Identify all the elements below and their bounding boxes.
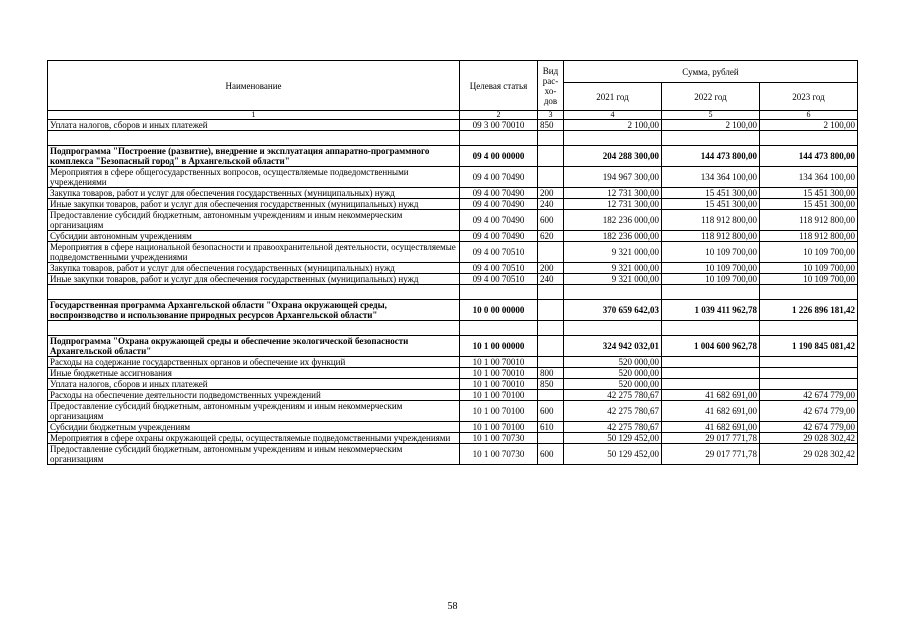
cell-expense-type	[538, 300, 564, 321]
table-row	[48, 120, 858, 131]
cell-sum-2022: 1 039 411 962,78	[662, 300, 760, 321]
table-body	[48, 120, 858, 465]
cell-sum-2023	[760, 368, 858, 379]
cell-sum-2022: 2 100,00	[662, 120, 760, 131]
cell-target-article: 09 4 00 70490	[460, 199, 538, 210]
cell-sum-2021: 50 129 452,00	[564, 433, 662, 444]
cell-sum-2023: 1 190 845 081,42	[760, 336, 858, 357]
header-year-2021: 2021 год	[564, 83, 662, 111]
table-row	[48, 433, 858, 444]
table-row	[48, 263, 858, 274]
cell-target-article: 10 1 00 70730	[460, 444, 538, 465]
cell-name: Государственная программа Архангельской области "Охрана окружающей среды, воспроизводство и использование природных ресурсов Архангельской области"	[48, 300, 460, 321]
table-row	[48, 188, 858, 199]
cell-sum-2021: 182 236 000,00	[564, 210, 662, 231]
empty-cell	[760, 285, 858, 300]
empty-cell	[460, 131, 538, 146]
cell-target-article: 10 1 00 70010	[460, 379, 538, 390]
cell-expense-type	[538, 167, 564, 188]
cell-sum-2023: 42 674 779,00	[760, 401, 858, 422]
cell-name: Иные закупки товаров, работ и услуг для обеспечения государственных (муниципальных) нужд	[48, 199, 460, 210]
header-sum: Сумма, рублей	[564, 61, 858, 83]
cell-sum-2023: 118 912 800,00	[760, 231, 858, 242]
column-number: 5	[662, 111, 760, 120]
cell-expense-type: 600	[538, 401, 564, 422]
cell-sum-2023: 29 028 302,42	[760, 433, 858, 444]
cell-target-article: 09 4 00 70510	[460, 263, 538, 274]
column-numbers-row	[48, 111, 858, 120]
cell-target-article: 09 4 00 70490	[460, 188, 538, 199]
empty-cell	[662, 285, 760, 300]
cell-sum-2021: 324 942 032,01	[564, 336, 662, 357]
cell-sum-2023: 15 451 300,00	[760, 188, 858, 199]
cell-expense-type: 200	[538, 263, 564, 274]
cell-target-article: 10 1 00 70100	[460, 422, 538, 433]
cell-sum-2022: 134 364 100,00	[662, 167, 760, 188]
cell-sum-2023: 1 226 896 181,42	[760, 300, 858, 321]
cell-sum-2022: 15 451 300,00	[662, 199, 760, 210]
cell-expense-type: 240	[538, 274, 564, 285]
cell-expense-type: 850	[538, 379, 564, 390]
cell-sum-2022: 10 109 700,00	[662, 263, 760, 274]
cell-name: Предоставление субсидий бюджетным, автономным учреждениям и иным некоммерческим организациям	[48, 210, 460, 231]
cell-target-article: 09 4 00 70510	[460, 274, 538, 285]
cell-sum-2021: 42 275 780,67	[564, 422, 662, 433]
cell-name: Предоставление субсидий бюджетным, автономным учреждениям и иным некоммерческим организациям	[48, 401, 460, 422]
cell-sum-2022: 118 912 800,00	[662, 231, 760, 242]
cell-sum-2022	[662, 379, 760, 390]
table-row	[48, 368, 858, 379]
cell-expense-type: 610	[538, 422, 564, 433]
empty-cell	[538, 285, 564, 300]
cell-sum-2022	[662, 368, 760, 379]
cell-expense-type: 200	[538, 188, 564, 199]
cell-sum-2021: 9 321 000,00	[564, 242, 662, 263]
cell-expense-type: 240	[538, 199, 564, 210]
empty-cell	[48, 131, 460, 146]
column-number: 6	[760, 111, 858, 120]
cell-target-article: 09 4 00 70490	[460, 210, 538, 231]
empty-cell	[460, 285, 538, 300]
cell-sum-2021: 520 000,00	[564, 357, 662, 368]
spacer-row	[48, 285, 858, 300]
cell-target-article: 09 4 00 70510	[460, 242, 538, 263]
cell-sum-2023: 144 473 800,00	[760, 146, 858, 167]
cell-expense-type: 620	[538, 231, 564, 242]
empty-cell	[760, 131, 858, 146]
cell-sum-2022: 29 017 771,78	[662, 433, 760, 444]
cell-name: Подпрограмма "Охрана окружающей среды и обеспечение экологической безопасности Архангельской области"	[48, 336, 460, 357]
cell-target-article: 10 1 00 70010	[460, 357, 538, 368]
cell-sum-2021: 370 659 642,03	[564, 300, 662, 321]
cell-sum-2022: 41 682 691,00	[662, 401, 760, 422]
cell-sum-2023: 10 109 700,00	[760, 274, 858, 285]
cell-target-article: 10 1 00 70730	[460, 433, 538, 444]
spacer-row	[48, 321, 858, 336]
budget-table	[47, 60, 858, 465]
empty-cell	[48, 321, 460, 336]
cell-sum-2021: 42 275 780,67	[564, 390, 662, 401]
cell-sum-2022: 118 912 800,00	[662, 210, 760, 231]
empty-cell	[564, 131, 662, 146]
cell-sum-2023: 29 028 302,42	[760, 444, 858, 465]
cell-sum-2023: 15 451 300,00	[760, 199, 858, 210]
empty-cell	[564, 285, 662, 300]
cell-name: Закупка товаров, работ и услуг для обеспечения государственных (муниципальных) нужд	[48, 263, 460, 274]
cell-name: Иные закупки товаров, работ и услуг для обеспечения государственных (муниципальных) нужд	[48, 274, 460, 285]
table-row	[48, 274, 858, 285]
cell-sum-2022: 10 109 700,00	[662, 274, 760, 285]
cell-name: Расходы на обеспечение деятельности подведомственных учреждений	[48, 390, 460, 401]
empty-cell	[48, 285, 460, 300]
cell-sum-2023: 10 109 700,00	[760, 263, 858, 274]
cell-expense-type	[538, 390, 564, 401]
header-year-2022: 2022 год	[662, 83, 760, 111]
cell-expense-type: 600	[538, 210, 564, 231]
cell-sum-2022: 10 109 700,00	[662, 242, 760, 263]
column-number: 3	[538, 111, 564, 120]
program-row	[48, 336, 858, 357]
cell-sum-2023: 134 364 100,00	[760, 167, 858, 188]
cell-name: Расходы на содержание государственных органов и обеспечение их функций	[48, 357, 460, 368]
cell-expense-type	[538, 433, 564, 444]
empty-cell	[460, 321, 538, 336]
cell-name: Мероприятия в сфере общегосударственных вопросов, осуществляемые подведомственными учреждениями	[48, 167, 460, 188]
cell-name: Закупка товаров, работ и услуг для обеспечения государственных (муниципальных) нужд	[48, 188, 460, 199]
cell-name: Мероприятия в сфере национальной безопасности и правоохранительной деятельности, осуществляемые подведомственными учреждениями	[48, 242, 460, 263]
empty-cell	[564, 321, 662, 336]
column-number: 1	[48, 111, 460, 120]
cell-target-article: 10 1 00 00000	[460, 336, 538, 357]
cell-name: Подпрограмма "Построение (развитие), внедрение и эксплуатация аппаратно-программного комплекса "Безопасный город" в Архангельской области"	[48, 146, 460, 167]
cell-sum-2021: 50 129 452,00	[564, 444, 662, 465]
table-row	[48, 379, 858, 390]
header-target-article: Целевая статья	[460, 61, 538, 111]
table-row	[48, 210, 858, 231]
cell-name: Субсидии автономным учреждениям	[48, 231, 460, 242]
cell-expense-type	[538, 357, 564, 368]
cell-sum-2021: 520 000,00	[564, 379, 662, 390]
cell-sum-2021: 12 731 300,00	[564, 199, 662, 210]
table-row	[48, 401, 858, 422]
cell-sum-2021: 194 967 300,00	[564, 167, 662, 188]
empty-cell	[662, 131, 760, 146]
cell-sum-2022: 41 682 691,00	[662, 422, 760, 433]
cell-sum-2022: 144 473 800,00	[662, 146, 760, 167]
cell-sum-2023: 42 674 779,00	[760, 422, 858, 433]
column-number: 2	[460, 111, 538, 120]
cell-sum-2021: 520 000,00	[564, 368, 662, 379]
empty-cell	[760, 321, 858, 336]
cell-name: Иные бюджетные ассигнования	[48, 368, 460, 379]
cell-sum-2022	[662, 357, 760, 368]
table-row	[48, 231, 858, 242]
cell-name: Уплата налогов, сборов и иных платежей	[48, 379, 460, 390]
cell-name: Мероприятия в сфере охраны окружающей среды, осуществляемые подведомственными учреждениями	[48, 433, 460, 444]
cell-sum-2023: 118 912 800,00	[760, 210, 858, 231]
cell-expense-type	[538, 146, 564, 167]
page-number: 58	[447, 601, 458, 612]
empty-cell	[662, 321, 760, 336]
cell-sum-2021: 12 731 300,00	[564, 188, 662, 199]
cell-target-article: 10 1 00 70100	[460, 390, 538, 401]
empty-cell	[538, 131, 564, 146]
cell-expense-type	[538, 336, 564, 357]
table-row	[48, 357, 858, 368]
cell-target-article: 09 4 00 70490	[460, 167, 538, 188]
table-row	[48, 167, 858, 188]
table-row	[48, 199, 858, 210]
cell-sum-2021: 9 321 000,00	[564, 274, 662, 285]
cell-expense-type: 800	[538, 368, 564, 379]
header-expense-type: Вид рас-хо-дов	[538, 61, 564, 111]
cell-sum-2021: 2 100,00	[564, 120, 662, 131]
cell-expense-type: 850	[538, 120, 564, 131]
cell-sum-2022: 15 451 300,00	[662, 188, 760, 199]
header-year-2023: 2023 год	[760, 83, 858, 111]
program-row	[48, 300, 858, 321]
cell-sum-2022: 29 017 771,78	[662, 444, 760, 465]
cell-target-article: 09 4 00 00000	[460, 146, 538, 167]
spacer-row	[48, 131, 858, 146]
cell-sum-2021: 204 288 300,00	[564, 146, 662, 167]
cell-sum-2021: 42 275 780,67	[564, 401, 662, 422]
cell-sum-2023: 10 109 700,00	[760, 242, 858, 263]
cell-sum-2022: 1 004 600 962,78	[662, 336, 760, 357]
cell-name: Уплата налогов, сборов и иных платежей	[48, 120, 460, 131]
cell-target-article: 09 4 00 70490	[460, 231, 538, 242]
table-row	[48, 242, 858, 263]
header-name: Наименование	[48, 61, 460, 111]
cell-target-article: 10 1 00 70010	[460, 368, 538, 379]
empty-cell	[538, 321, 564, 336]
cell-sum-2023	[760, 357, 858, 368]
cell-expense-type	[538, 242, 564, 263]
cell-sum-2023	[760, 379, 858, 390]
cell-sum-2021: 9 321 000,00	[564, 263, 662, 274]
cell-sum-2023: 42 674 779,00	[760, 390, 858, 401]
cell-name: Субсидии бюджетным учреждениям	[48, 422, 460, 433]
cell-expense-type: 600	[538, 444, 564, 465]
cell-sum-2023: 2 100,00	[760, 120, 858, 131]
cell-sum-2022: 41 682 691,00	[662, 390, 760, 401]
cell-target-article: 09 3 00 70010	[460, 120, 538, 131]
cell-name: Предоставление субсидий бюджетным, автономным учреждениям и иным некоммерческим организациям	[48, 444, 460, 465]
column-number: 4	[564, 111, 662, 120]
table-row	[48, 390, 858, 401]
cell-sum-2021: 182 236 000,00	[564, 231, 662, 242]
cell-target-article: 10 1 00 70100	[460, 401, 538, 422]
program-row	[48, 146, 858, 167]
cell-target-article: 10 0 00 00000	[460, 300, 538, 321]
table-row	[48, 444, 858, 465]
table-row	[48, 422, 858, 433]
